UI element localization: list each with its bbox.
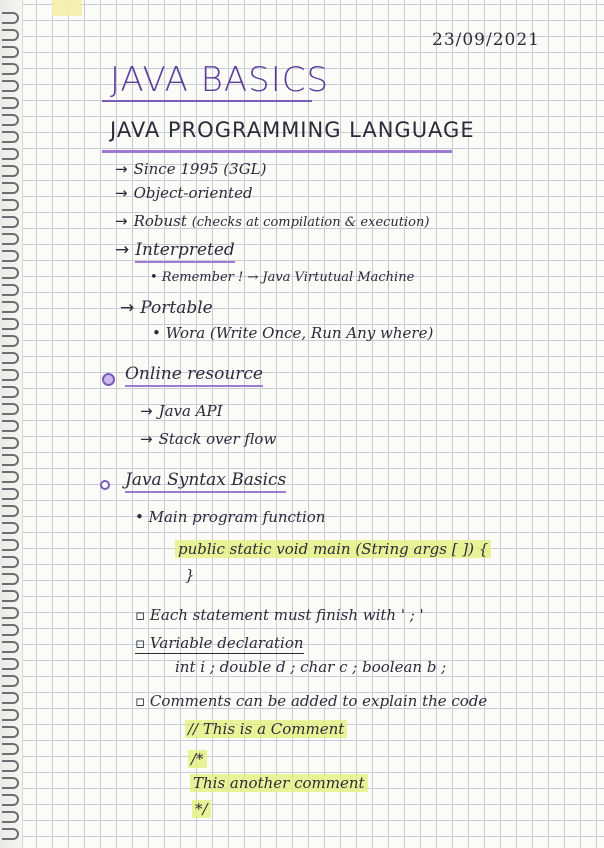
spiral-ring: [2, 318, 19, 330]
comment-line-text: // This is a Comment: [185, 720, 347, 738]
spiral-ring: [2, 641, 19, 653]
spiral-ring: [2, 522, 19, 534]
spiral-ring: [2, 284, 19, 296]
feature-remember: • Remember ! → Java Virtutual Machine: [150, 270, 415, 285]
comment-body-text: This another comment: [190, 774, 368, 792]
feature-robust-text: Robust: [133, 212, 187, 230]
spiral-ring: [2, 488, 19, 500]
spiral-ring: [2, 29, 19, 41]
syntax-brace-close: }: [185, 566, 195, 584]
page-title: JAVA BASICS: [110, 60, 330, 100]
online-item-stack-overflow: [140, 430, 276, 448]
syntax-statement: ▫ Each statement must finish with ' ; ': [135, 606, 424, 624]
online-item-java-api: [140, 402, 223, 420]
online-item-text: Java API: [158, 402, 223, 420]
spiral-ring: [2, 301, 19, 313]
spiral-ring: [2, 828, 19, 840]
feature-robust-note: (checks at compilation & execution): [191, 215, 430, 230]
spiral-ring: [2, 182, 19, 194]
arrow-icon: →: [115, 160, 128, 178]
comment-open: [188, 750, 207, 768]
spiral-ring: [2, 794, 19, 806]
arrow-icon: →: [115, 184, 128, 202]
arrow-icon: →: [115, 240, 130, 260]
spiral-ring: [2, 505, 19, 517]
title-underline: [102, 100, 312, 102]
arrow-icon: →: [140, 430, 153, 448]
spiral-ring: [2, 335, 19, 347]
online-item-text: Stack over flow: [158, 430, 277, 448]
highlight-tab: [52, 0, 82, 16]
comment-close: [192, 800, 211, 818]
spiral-ring: [2, 46, 19, 58]
arrow-icon: →: [140, 402, 153, 420]
spiral-ring: [2, 539, 19, 551]
spiral-ring: [2, 743, 19, 755]
syntax-comments: ▫ Comments can be added to explain the code: [135, 692, 488, 710]
arrow-icon: →: [115, 212, 128, 230]
spiral-ring: [2, 250, 19, 262]
online-heading: [125, 364, 263, 384]
online-heading-text: Online resource: [125, 364, 263, 387]
spiral-ring: [2, 352, 19, 364]
feature-wora: • Wora (Write Once, Run Any where): [152, 324, 434, 342]
spiral-ring: [2, 97, 19, 109]
spiral-ring: [2, 437, 19, 449]
spiral-ring: [2, 386, 19, 398]
spiral-ring: [2, 471, 19, 483]
heading-underline: [102, 150, 452, 153]
spiral-ring: [2, 675, 19, 687]
spiral-ring: [2, 573, 19, 585]
spiral-ring: [2, 760, 19, 772]
comment-body: [190, 774, 368, 792]
comment-open-text: /*: [188, 750, 207, 768]
syntax-main-label: • Main program function: [135, 508, 326, 526]
syntax-heading: [125, 470, 286, 490]
syntax-var-decl-text: ▫ Variable declaration: [135, 634, 304, 652]
spiral-ring: [2, 131, 19, 143]
syntax-main-code: [175, 540, 491, 558]
feature-since: [115, 160, 267, 178]
spiral-ring: [2, 80, 19, 92]
spiral-ring: [2, 811, 19, 823]
spiral-ring: [2, 165, 19, 177]
bullet-dot: [100, 480, 110, 490]
spiral-ring: [2, 199, 19, 211]
spiral-ring: [2, 556, 19, 568]
arrow-icon: →: [120, 298, 135, 318]
feature-interpreted-text: Interpreted: [135, 240, 235, 263]
spiral-ring: [2, 420, 19, 432]
syntax-heading-text: Java Syntax Basics: [125, 470, 286, 493]
spiral-ring: [2, 403, 19, 415]
feature-since-text: Since 1995 (3GL): [133, 160, 267, 178]
feature-robust: [115, 212, 429, 230]
spiral-ring: [2, 624, 19, 636]
page-date: 23/09/2021: [432, 30, 540, 50]
feature-interpreted: [115, 240, 235, 260]
syntax-var-examples: int i ; double d ; char c ; boolean b ;: [175, 658, 447, 676]
bullet-dot: [102, 373, 115, 386]
spiral-ring: [2, 590, 19, 602]
syntax-main-code-text: public static void main (String args [ ]) {: [175, 540, 491, 558]
spiral-ring: [2, 692, 19, 704]
spiral-ring: [2, 114, 19, 126]
spiral-ring: [2, 658, 19, 670]
spiral-ring: [2, 63, 19, 75]
spiral-ring: [2, 454, 19, 466]
spiral-ring: [2, 233, 19, 245]
spiral-ring: [2, 369, 19, 381]
spiral-ring: [2, 216, 19, 228]
syntax-var-decl: [135, 634, 304, 652]
spiral-ring: [2, 267, 19, 279]
spiral-ring: [2, 726, 19, 738]
spiral-ring: [2, 709, 19, 721]
feature-portable: [120, 298, 213, 318]
feature-oop: [115, 184, 253, 202]
feature-oop-text: Object-oriented: [133, 184, 253, 202]
feature-portable-text: Portable: [140, 298, 213, 318]
section-heading-java: JAVA PROGRAMMING LANGUAGE: [110, 118, 475, 142]
spiral-ring: [2, 607, 19, 619]
spiral-ring: [2, 148, 19, 160]
comment-line: [185, 720, 347, 738]
spiral-ring: [2, 12, 19, 24]
comment-close-text: */: [192, 800, 211, 818]
spiral-ring: [2, 777, 19, 789]
